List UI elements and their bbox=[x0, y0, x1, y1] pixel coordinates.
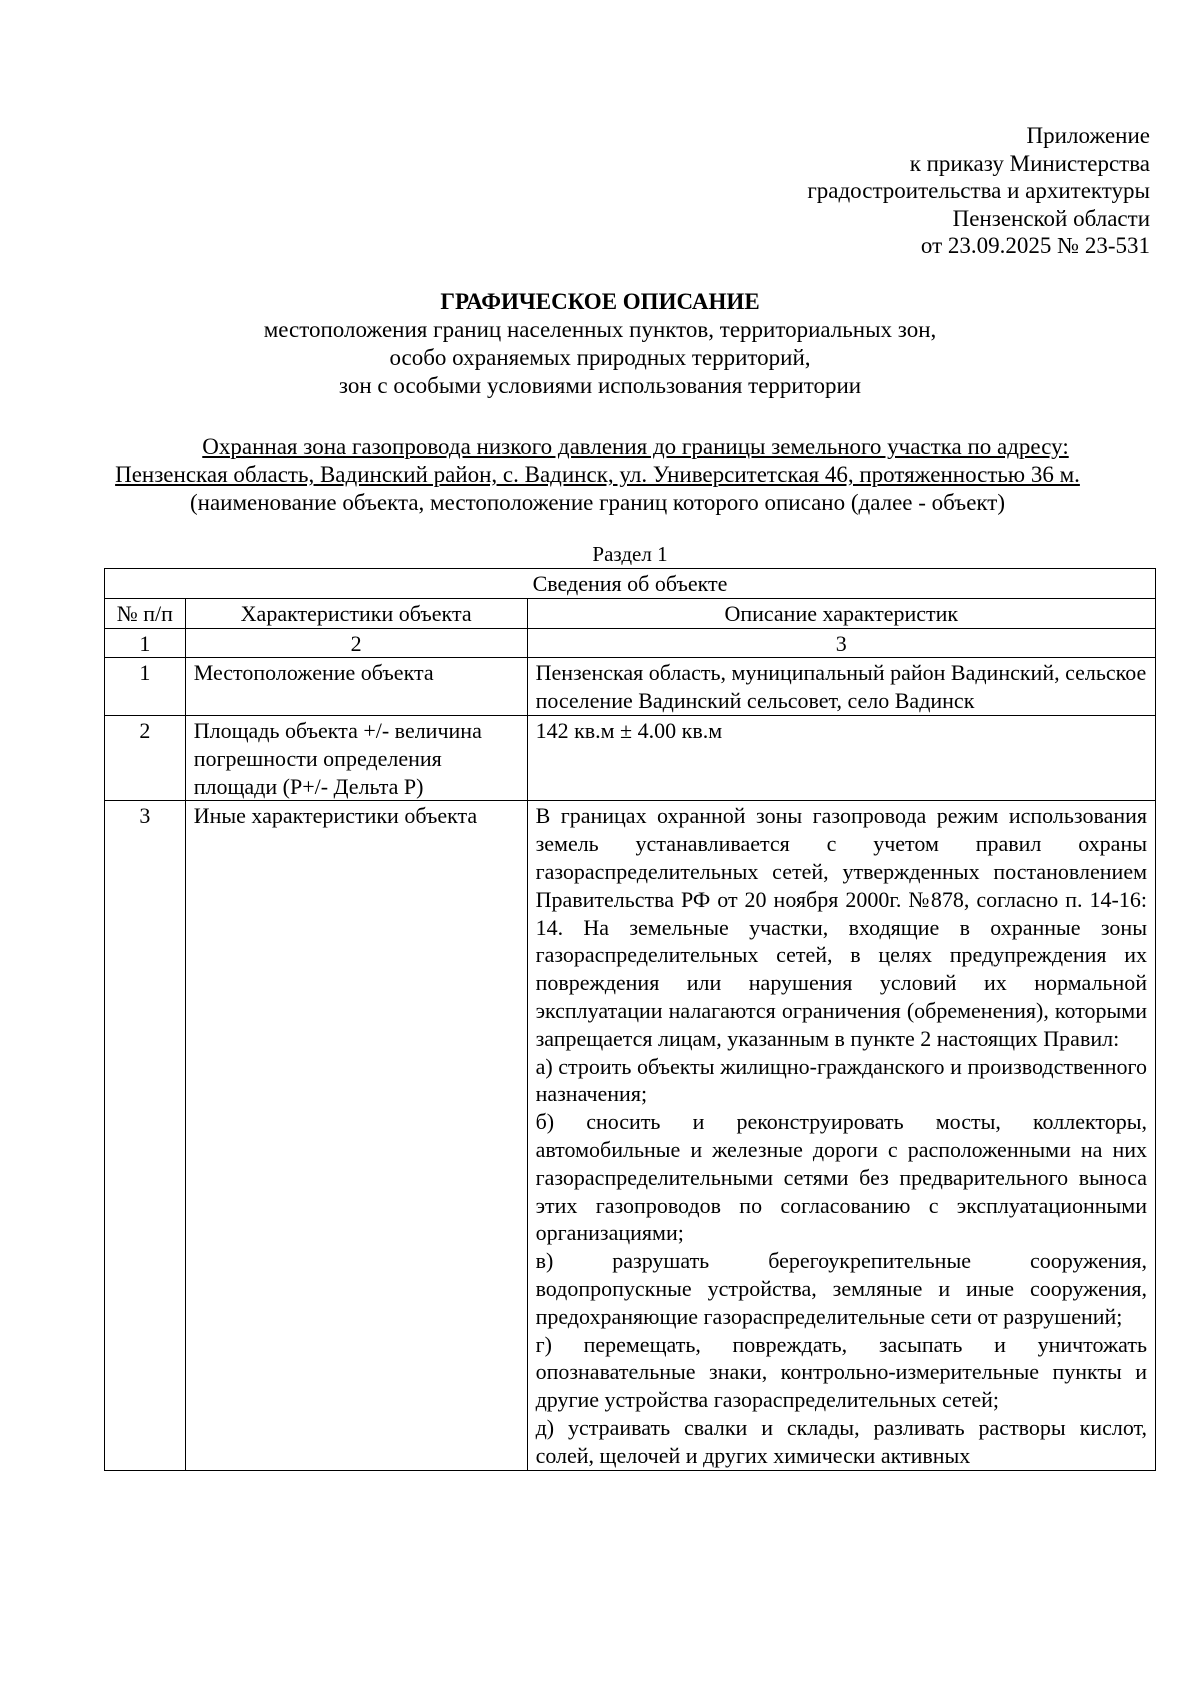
document-subtitle: зон с особыми условиями использования территории bbox=[338, 373, 862, 398]
table-title: Сведения об объекте bbox=[105, 569, 1156, 599]
document-subtitle: особо охраняемых природных территорий, bbox=[389, 345, 811, 370]
row-number: 3 bbox=[105, 801, 186, 1470]
object-caption: (наименование объекта, местоположение границ которого описано (далее - объект) bbox=[189, 490, 1005, 515]
description-paragraph: б) сносить и реконструировать мосты, коллекторы, автомобильные и железные дороги с расположенными на них газораспределительными сетями без предварительного выноса этих газопроводов по согласованию с эксплуатационными организациями; bbox=[535, 1109, 1147, 1246]
row-description bbox=[527, 801, 1155, 1470]
row-number: 2 bbox=[105, 715, 186, 800]
document-title-block bbox=[55, 288, 1145, 400]
table-title-row bbox=[105, 569, 1156, 599]
appendix-line: Приложение bbox=[1026, 123, 1150, 148]
row-characteristic: Местоположение объекта bbox=[185, 658, 527, 716]
section-label: Раздел 1 bbox=[592, 542, 668, 566]
table-row bbox=[105, 801, 1156, 1470]
description-paragraph: В границах охранной зоны газопровода режим использования земель устанавливается с учетом правил охраны газораспределительных сетей, утвержденных постановлением Правительства РФ от 20 ноября 2000г. №878, согласно п. 14-16: 14. На земельные участки, входящие в охранные зоны газораспределительных сетей, в целях предупреждения их повреждения или нарушения условий их нормальной эксплуатации налагаются ограничения (обременения), которыми запрещается лицам, указанным в пункте 2 настоящих Правил: bbox=[535, 803, 1147, 1051]
object-address-line: Пензенская область, Вадинский район, с. Вадинск, ул. Университетская 46, протяженностью 36 м. bbox=[115, 462, 1080, 487]
column-number: 3 bbox=[527, 628, 1155, 658]
row-description: Пензенская область, муниципальный район Вадинский, сельское поселение Вадинский сельсовет, село Вадинск bbox=[527, 658, 1155, 716]
object-info-table bbox=[104, 568, 1156, 1471]
appendix-line: к приказу Министерства bbox=[909, 150, 1150, 176]
appendix-line: градостроительства и архитектуры bbox=[807, 178, 1150, 204]
column-number-row bbox=[105, 628, 1156, 658]
description-paragraph: д) устраивать свалки и склады, разливать растворы кислот, солей, щелочей и других химически активных bbox=[535, 1414, 1147, 1468]
object-name-line: Охранная зона газопровода низкого давления до границы земельного участка по адресу: bbox=[202, 434, 1069, 459]
appendix-header bbox=[550, 122, 1150, 260]
row-number: 1 bbox=[105, 658, 186, 716]
object-name-block bbox=[55, 433, 1140, 517]
description-paragraph: а) строить объекты жилищно-гражданского и производственного назначения; bbox=[535, 1053, 1147, 1107]
table-header-row bbox=[105, 598, 1156, 628]
table-row bbox=[105, 658, 1156, 716]
header-characteristic: Характеристики объекта bbox=[185, 598, 527, 628]
appendix-line: Пензенской области bbox=[952, 205, 1150, 231]
table-row bbox=[105, 715, 1156, 800]
appendix-order-date: от 23.09.2025 № 23-531 bbox=[920, 233, 1150, 259]
row-characteristic: Иные характеристики объекта bbox=[185, 801, 527, 1470]
column-number: 2 bbox=[185, 628, 527, 658]
header-number: № п/п bbox=[105, 598, 186, 628]
description-paragraph: г) перемещать, повреждать, засыпать и уничтожать опознавательные знаки, контрольно-измерительные пункты и другие устройства газораспределительных сетей; bbox=[535, 1331, 1147, 1413]
row-description: 142 кв.м ± 4.00 кв.м bbox=[527, 715, 1155, 800]
document-title: ГРАФИЧЕСКОЕ ОПИСАНИЕ bbox=[440, 289, 760, 314]
header-description: Описание характеристик bbox=[527, 598, 1155, 628]
description-paragraph: в) разрушать берегоукрепительные сооружения, водопропускные устройства, земляные и иные сооружения, предохраняющие газораспределительные сети от разрушений; bbox=[535, 1248, 1147, 1329]
document-subtitle: местоположения границ населенных пунктов, территориальных зон, bbox=[263, 317, 937, 342]
column-number: 1 bbox=[105, 628, 186, 658]
row-characteristic: Площадь объекта +/- величина погрешности определения площади (P+/- Дельта P) bbox=[185, 715, 527, 800]
